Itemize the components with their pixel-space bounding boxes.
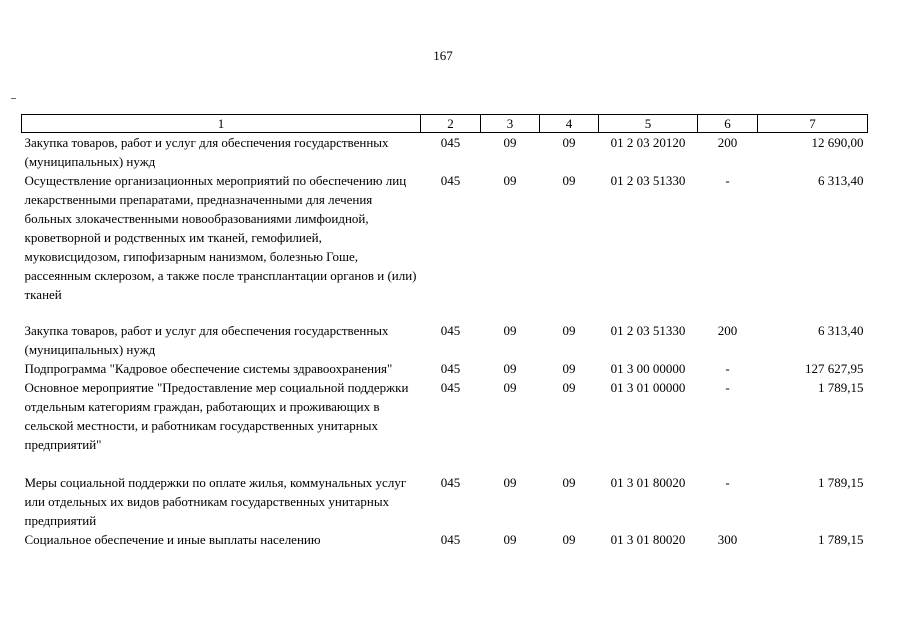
table-header — [22, 115, 868, 133]
header-col-2: 2 — [421, 115, 481, 133]
row-ministry-code: 045 — [440, 323, 461, 338]
row-section: 09 — [503, 323, 517, 338]
row-section: 09 — [503, 475, 517, 490]
row-section: 09 — [503, 532, 517, 547]
row-target-article: 01 3 01 80020 — [610, 475, 686, 490]
row-target-article: 01 2 03 51330 — [610, 323, 686, 338]
row-name: Подпрограмма "Кадровое обеспечение системы здравоохранения" — [24, 361, 393, 376]
row-ministry-code: 045 — [440, 532, 461, 547]
row-amount: 1 789,15 — [818, 475, 864, 490]
header-col-5: 5 — [599, 115, 698, 133]
row-ministry-code: 045 — [440, 475, 461, 490]
row-subsection: 09 — [562, 380, 576, 395]
row-name: Осуществление организационных мероприятий по обеспечению лиц лекарственными препаратами, предназначенными для лечения больных злокачественными новообразованиями лимфоидной, кроветворной и родственных им тканей, гемофилией, муковисцидозом, гипофизарным нанизмом, болезнью Гоше, рассеянным склерозом, а также после трансплантации органов и (или) тканей — [24, 173, 417, 302]
row-target-article: 01 3 01 80020 — [610, 532, 686, 547]
table-row — [22, 378, 868, 473]
row-expense-type: - — [725, 475, 730, 490]
row-amount: 127 627,95 — [805, 361, 864, 376]
row-expense-type: - — [725, 380, 730, 395]
row-expense-type: - — [725, 173, 730, 188]
row-ministry-code: 045 — [440, 135, 461, 150]
header-col-7: 7 — [758, 115, 868, 133]
page-number: 167 — [433, 48, 453, 63]
table-row — [22, 359, 868, 378]
header-col-4: 4 — [540, 115, 599, 133]
header-col-1: 1 — [22, 115, 421, 133]
row-target-article: 01 3 01 00000 — [610, 380, 686, 395]
row-expense-type: 300 — [717, 532, 738, 547]
row-section: 09 — [503, 135, 517, 150]
row-subsection: 09 — [562, 361, 576, 376]
row-target-article: 01 3 00 00000 — [610, 361, 686, 376]
row-subsection: 09 — [562, 173, 576, 188]
row-subsection: 09 — [562, 135, 576, 150]
budget-table — [21, 114, 868, 549]
row-expense-type: 200 — [717, 135, 738, 150]
row-subsection: 09 — [562, 532, 576, 547]
row-target-article: 01 2 03 51330 — [610, 173, 686, 188]
row-amount: 12 690,00 — [811, 135, 864, 150]
row-ministry-code: 045 — [440, 380, 461, 395]
row-name: Закупка товаров, работ и услуг для обеспечения государственных (муниципальных) нужд — [24, 323, 389, 357]
header-row — [22, 115, 868, 133]
row-amount: 1 789,15 — [818, 532, 864, 547]
row-ministry-code: 045 — [440, 361, 461, 376]
header-col-3: 3 — [481, 115, 540, 133]
row-section: 09 — [503, 380, 517, 395]
row-name: Основное мероприятие "Предоставление мер социальной поддержки отдельным категориям граждан, работающих и проживающих в сельской местности, и работникам государственных унитарных предприятий" — [24, 380, 409, 452]
table-row — [22, 530, 868, 549]
table-row — [22, 171, 868, 321]
row-expense-type: - — [725, 361, 730, 376]
row-name: Закупка товаров, работ и услуг для обеспечения государственных (муниципальных) нужд — [24, 135, 389, 169]
row-subsection: 09 — [562, 323, 576, 338]
margin-mark — [11, 98, 16, 99]
row-name: Меры социальной поддержки по оплате жилья, коммунальных услуг или отдельных их видов работникам государственных унитарных предприятий — [24, 475, 407, 528]
row-expense-type: 200 — [717, 323, 738, 338]
table-row — [22, 473, 868, 530]
table-body — [22, 133, 868, 550]
row-section: 09 — [503, 173, 517, 188]
row-target-article: 01 2 03 20120 — [610, 135, 686, 150]
row-ministry-code: 045 — [440, 173, 461, 188]
row-amount: 6 313,40 — [818, 323, 864, 338]
table-row — [22, 321, 868, 359]
row-amount: 6 313,40 — [818, 173, 864, 188]
row-subsection: 09 — [562, 475, 576, 490]
row-name: Социальное обеспечение и иные выплаты населению — [24, 532, 321, 547]
header-col-6: 6 — [698, 115, 758, 133]
row-section: 09 — [503, 361, 517, 376]
table-row — [22, 133, 868, 172]
row-amount: 1 789,15 — [818, 380, 864, 395]
